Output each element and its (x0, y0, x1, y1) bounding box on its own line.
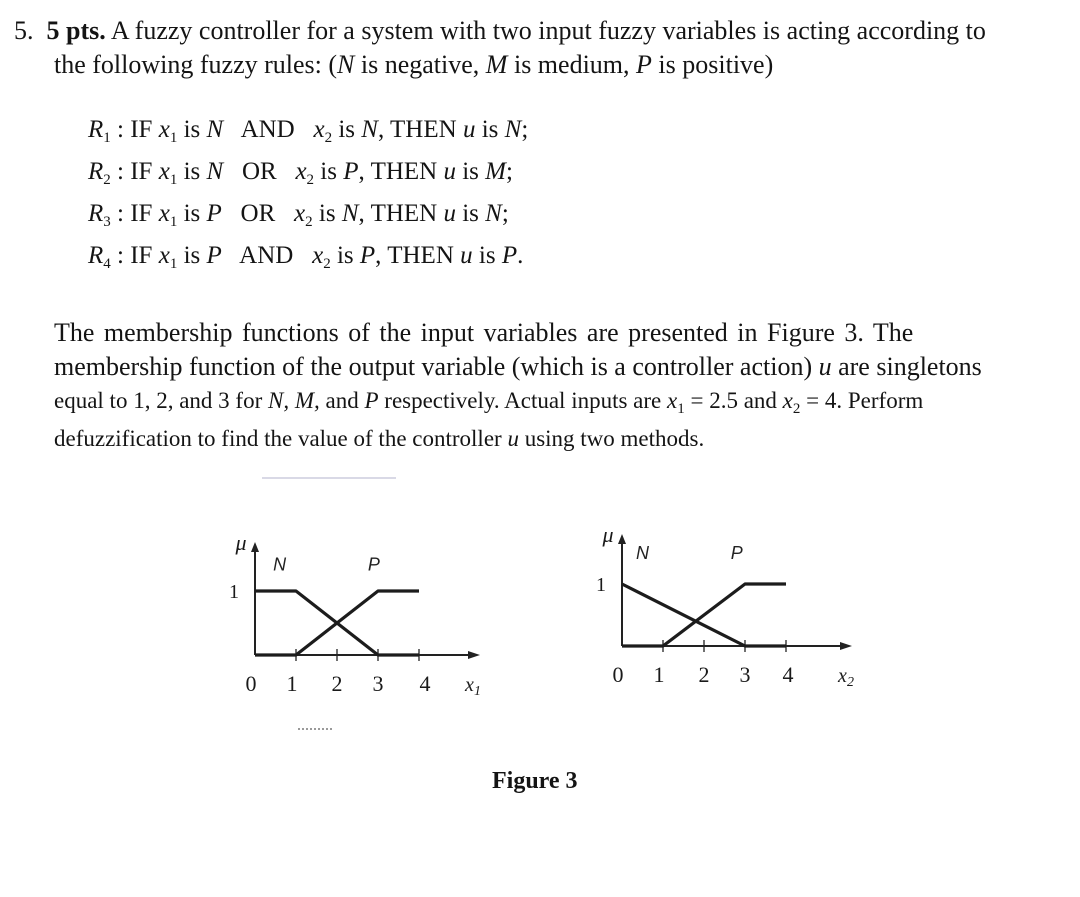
mf-p-label: P (367, 554, 380, 575)
x-axis-arrow (840, 642, 852, 650)
symbol-n: N (337, 50, 355, 79)
mf-n-label: N (636, 543, 649, 564)
y-axis-label: μ (602, 522, 614, 547)
figure-caption: Figure 3 (492, 768, 578, 794)
text-positive: is positive) (651, 50, 774, 79)
x-axis-arrow (468, 651, 480, 659)
rule-4: $R_4$ : IF $x_1$ is P AND $x_2$ is P, THEN u is P. (88, 242, 524, 272)
mf-n-label: N (273, 554, 287, 575)
x-tick-label: 0 (245, 671, 257, 696)
membership-chart-x2 (590, 520, 880, 710)
symbol-m: M (485, 50, 508, 79)
y-tick-label: 1 (596, 574, 606, 596)
x-tick-label: 2 (331, 671, 343, 696)
para2-line-3: equal to 1, 2, and 3 for N, M, and P respectively. Actual inputs are $x_1 = 2.5$ and $x_2 = 4$. Perform (54, 388, 924, 417)
x-axis-label-sub: 2 (846, 675, 854, 690)
scan-artifact-line (262, 477, 396, 479)
para2-line-4: defuzzification to find the value of the controller u using two methods. (54, 426, 705, 451)
problem-line-1 (14, 14, 986, 48)
chart2-labels (596, 522, 854, 690)
para2-line-2: membership function of the output variable (which is a controller action) u are singletons (54, 352, 982, 381)
x-tick-label: 3 (372, 671, 384, 696)
rule-2: $R_2$ : IF $x_1$ is N OR $x_2$ is P, THEN u is M; (88, 158, 513, 188)
problem-points: 5 pts. (46, 16, 106, 45)
x-tick-label: 0 (612, 662, 624, 687)
text-medium: is medium, (507, 50, 637, 79)
mf-p-line (255, 591, 419, 655)
membership-chart-x1 (220, 520, 500, 710)
x-tick-label: 3 (739, 662, 751, 687)
chart1-series (255, 591, 419, 655)
chart2-series (622, 584, 786, 646)
problem-intro-1: A fuzzy controller for a system with two input fuzzy variables is acting according to (110, 16, 986, 45)
x-axis-label: $x_2$ (838, 665, 854, 690)
problem-line-2 (54, 48, 773, 82)
problem-intro-2a: the following fuzzy rules: ( (54, 50, 338, 79)
y-axis-label: μ (235, 530, 247, 555)
problem-number: 5. (14, 16, 34, 45)
symbol-p: P (636, 50, 652, 79)
chart1-labels (229, 530, 481, 699)
y-axis-arrow (618, 534, 626, 544)
x-tick-label: 4 (419, 671, 431, 696)
x-axis-label: $x_1$ (465, 674, 481, 699)
x-tick-label: 4 (782, 662, 794, 687)
scan-artifact-dots (298, 728, 332, 732)
text-negative: is negative, (354, 50, 486, 79)
x-axis-label-sub: 1 (473, 684, 481, 699)
mf-p-line (622, 584, 786, 646)
x-tick-label: 1 (653, 662, 665, 687)
x-tick-label: 2 (698, 662, 710, 687)
mf-p-label: P (730, 543, 743, 564)
y-axis-arrow (251, 542, 259, 552)
rule-1: $R_1$ : IF $x_1$ is N AND $x_2$ is N, THEN u is N; (88, 116, 529, 146)
rule-3: $R_3$ : IF $x_1$ is P OR $x_2$ is N, THEN u is N; (88, 200, 509, 230)
para2-line-1: The membership functions of the input variables are presented in Figure 3. The (54, 318, 914, 347)
x-tick-label: 1 (286, 671, 298, 696)
y-tick-label: 1 (229, 581, 239, 603)
